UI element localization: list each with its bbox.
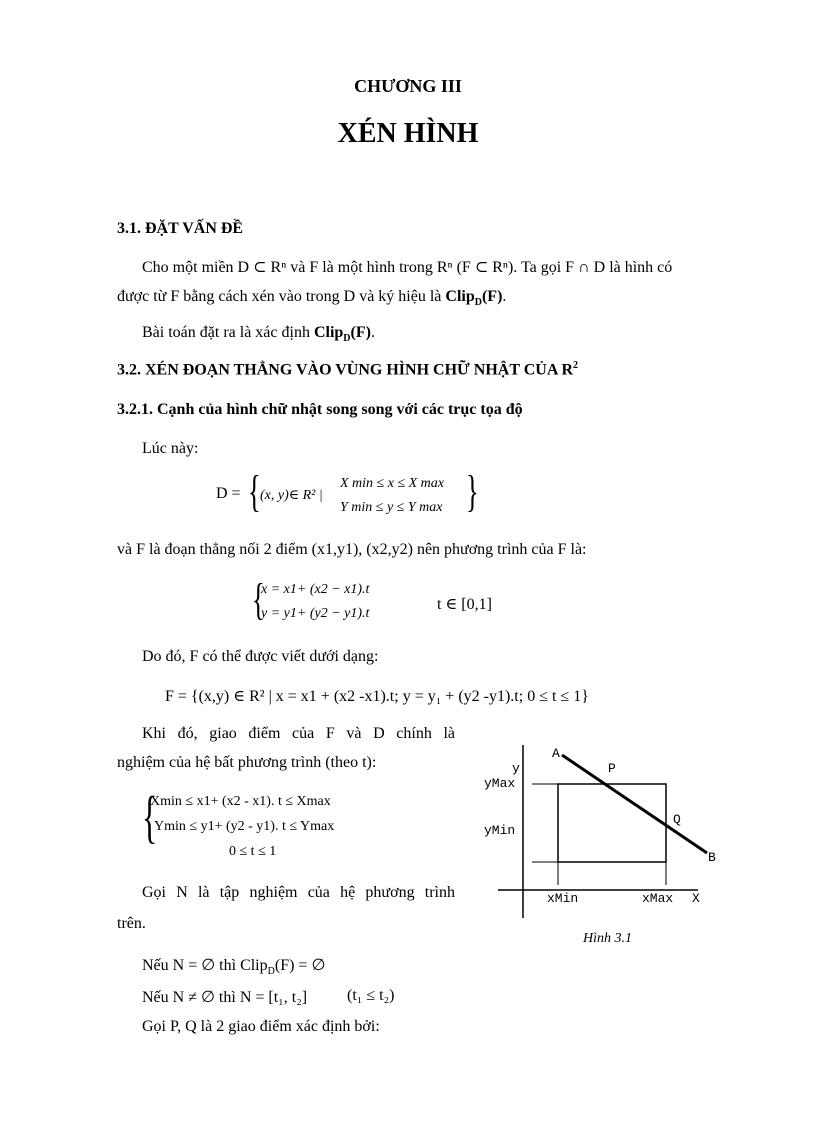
- clip-notation: [445, 288, 503, 309]
- label-y-axis: y: [512, 761, 520, 776]
- clip-word-2: Clip: [313, 324, 344, 341]
- label-p: P: [608, 761, 616, 776]
- section-3-1-heading: 3.1. ĐẶT VẤN ĐỀ: [117, 220, 244, 237]
- d-condition-y: Y min ≤ y ≤ Y max: [340, 500, 443, 515]
- label-xmin: xMin: [547, 891, 579, 906]
- clip-word: Clip: [445, 288, 475, 305]
- t-range: t ∈ [0,1]: [437, 596, 492, 613]
- chapter-title: XÉN HÌNH: [337, 118, 479, 149]
- khi-do-line1: Khi đó, giao điểm của F và D chính là: [142, 725, 455, 742]
- last-line: Gọi P, Q là 2 giao điểm xác định bởi:: [142, 1018, 380, 1035]
- f-set-definition: F = {(x,y) ∈ R² | x = x1 + (x2 -x1).t; y = y₁ + (y2 -y1).t; 0 ≤ t ≤ 1}: [165, 688, 589, 705]
- section-3-2-heading: [117, 360, 578, 379]
- d-right-brace: }: [466, 467, 479, 516]
- param-eq-y: y = y1+ (y2 − y1).t: [261, 606, 370, 621]
- s31-problem-text: Bài toán đặt ra là xác định: [142, 324, 314, 341]
- s31-paragraph-line1: Cho một miền D ⊂ Rⁿ và F là một hình trong Rⁿ (F ⊂ Rⁿ). Ta gọi F ∩ D là hình có: [142, 259, 673, 276]
- s31-line2-text: được từ F bằng cách xén vào trong D và ký hiệu là: [117, 288, 446, 305]
- s32-heading-text: 3.2. XÉN ĐOẠN THẲNG VÀO VÙNG HÌNH CHỮ NHẬT CỦA R: [117, 361, 574, 379]
- label-x-axis: X: [692, 891, 700, 906]
- f-intro-text: và F là đoạn thẳng nối 2 điểm (x1,y1), (x2,y2) nên phương trình của F là:: [117, 541, 587, 558]
- segment-ab: [562, 755, 707, 853]
- d-left-brace: {: [248, 467, 261, 516]
- d-definition-lhs: D =: [216, 485, 241, 502]
- s32-heading-sup: 2: [573, 360, 579, 371]
- figure-caption: Hình 3.1: [583, 931, 632, 946]
- s31-problem-statement: Bài toán đặt ra là xác định Clip$_D$(F).: [142, 324, 375, 345]
- d-set-domain: (x, y)∈ R² |: [260, 488, 323, 503]
- chapter-number: CHƯƠNG III: [354, 76, 462, 96]
- clip-sub-2: D: [343, 333, 351, 345]
- goi-n-line1: Gọi N là tập nghiệm của hệ phương trình: [142, 884, 455, 901]
- case-nonempty: Nếu N ≠ ∅ thì N = [t₁, t₂]: [142, 989, 308, 1006]
- case-empty-end: (F) = ∅: [274, 957, 326, 974]
- d-condition-x: X min ≤ x ≤ X max: [340, 476, 445, 491]
- label-ymin: yMin: [484, 823, 516, 838]
- case-nonempty-condition: (t₁ ≤ t₂): [347, 987, 395, 1004]
- label-a: A: [552, 746, 560, 761]
- param-eq-x: x = x1+ (x2 − x1).t: [261, 582, 370, 597]
- clip-arg: (F): [481, 288, 503, 305]
- label-b: B: [708, 850, 716, 865]
- case-empty-sub: D: [267, 966, 275, 978]
- khi-do-line2: nghiệm của hệ bất phương trình (theo t):: [117, 754, 377, 771]
- clip-rectangle: [558, 784, 666, 862]
- do-do-text: Do đó, F có thể được viết dưới dạng:: [142, 648, 379, 665]
- section-3-2-1-heading: 3.2.1. Cạnh của hình chữ nhật song song với các trục tọa độ: [117, 401, 523, 418]
- param-brace: {: [252, 575, 265, 624]
- clip-sub: D: [474, 297, 482, 309]
- system-ineq-t: 0 ≤ t ≤ 1: [229, 844, 277, 859]
- system-brace: {: [142, 784, 158, 849]
- label-q: Q: [673, 812, 681, 827]
- label-ymax: yMax: [484, 776, 516, 791]
- system-ineq-y: Ymin ≤ y1+ (y2 - y1). t ≤ Ymax: [154, 819, 335, 834]
- case-empty-text: Nếu N = ∅ thì Clip: [142, 957, 268, 974]
- system-ineq-x: Xmin ≤ x1+ (x2 - x1). t ≤ Xmax: [150, 794, 331, 809]
- goi-n-line2: trên.: [117, 915, 146, 932]
- clip-arg-2: (F): [350, 324, 371, 341]
- label-xmax: xMax: [642, 891, 674, 906]
- luc-nay-text: Lúc này:: [142, 440, 199, 457]
- figure-3-1: [470, 735, 730, 920]
- clip-notation-2: [313, 324, 371, 345]
- s31-paragraph-line2: được từ F bằng cách xén vào trong D và ký hiệu là Clip$_D$(F).: [117, 288, 507, 309]
- case-empty: [142, 955, 325, 977]
